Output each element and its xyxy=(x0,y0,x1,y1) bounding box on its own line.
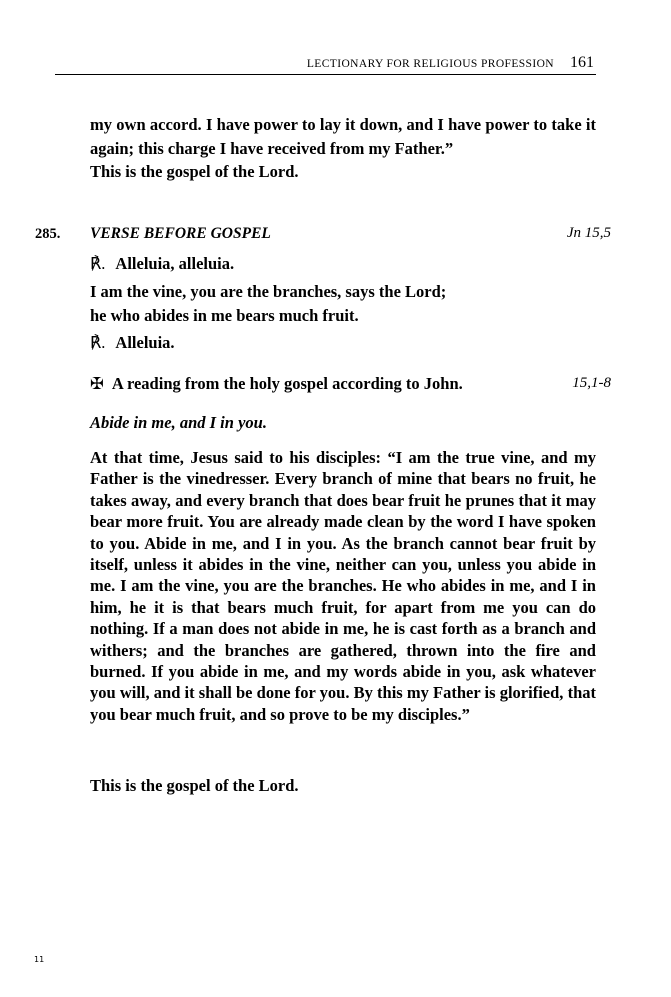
reading-intro xyxy=(90,374,463,394)
gospel-closing-1: This is the gospel of the Lord. xyxy=(90,162,299,181)
response-symbol-2: ℟. xyxy=(90,333,106,352)
reading-reference: 15,1-8 xyxy=(572,375,611,391)
response-text-1: Alleluia, alleluia. xyxy=(115,254,235,273)
reading-theme: Abide in me, and I in you. xyxy=(90,413,267,432)
section-reference: Jn 15,5 xyxy=(566,225,611,241)
continuation-paragraph: my own accord. I have power to lay it down, and I have power to take it again; this charge I have received from my Father.” xyxy=(90,115,596,158)
section-title: VERSE BEFORE GOSPEL xyxy=(90,225,271,242)
response-symbol: ℟. xyxy=(90,254,106,273)
cross-icon: ✠ xyxy=(90,374,104,393)
response-1 xyxy=(90,252,596,276)
section-number: 285. xyxy=(35,226,61,242)
running-title: LECTIONARY FOR RELIGIOUS PROFESSION xyxy=(306,58,554,70)
page-number: 161 xyxy=(570,54,594,71)
verse-text xyxy=(90,280,596,327)
response-text-2: Alleluia. xyxy=(115,333,175,352)
verse-line-2: he who abides in me bears much fruit. xyxy=(90,305,359,325)
response-2 xyxy=(90,331,596,355)
reading-intro-text: A reading from the holy gospel according to John. xyxy=(111,374,463,393)
gospel-text: At that time, Jesus said to his disciples: “I am the true vine, and my Father is the vinedresser. Every branch of mine that bears no fruit, he takes away, and every branch that does bear fruit he prunes that it may bear more fruit. You are already made clean by the word I have spoken to you. Abide in me, and I in you. As the branch cannot bear fruit by itself, unless it abides in the vine, neither can you, unless you abide in me. I am the vine, you are the branches. He who abides in me, and I in him, he it is that bears much fruit, for apart from me you can do nothing. If a man does not abide in me, he is cast forth as a branch and withers; and the branches are gathered, thrown into the fire and burned. If you abide in me, and my words abide in you, ask whatever you will, and it shall be done for you. By this my Father is glorified, that you bear much fruit, and so prove to be my disciples.” xyxy=(90,448,596,724)
verse-line-1: I am the vine, you are the branches, says the Lord; xyxy=(90,282,447,301)
footer-mark: 11 xyxy=(34,955,45,964)
page-header xyxy=(55,52,596,75)
gospel-closing-2: This is the gospel of the Lord. xyxy=(90,776,299,795)
